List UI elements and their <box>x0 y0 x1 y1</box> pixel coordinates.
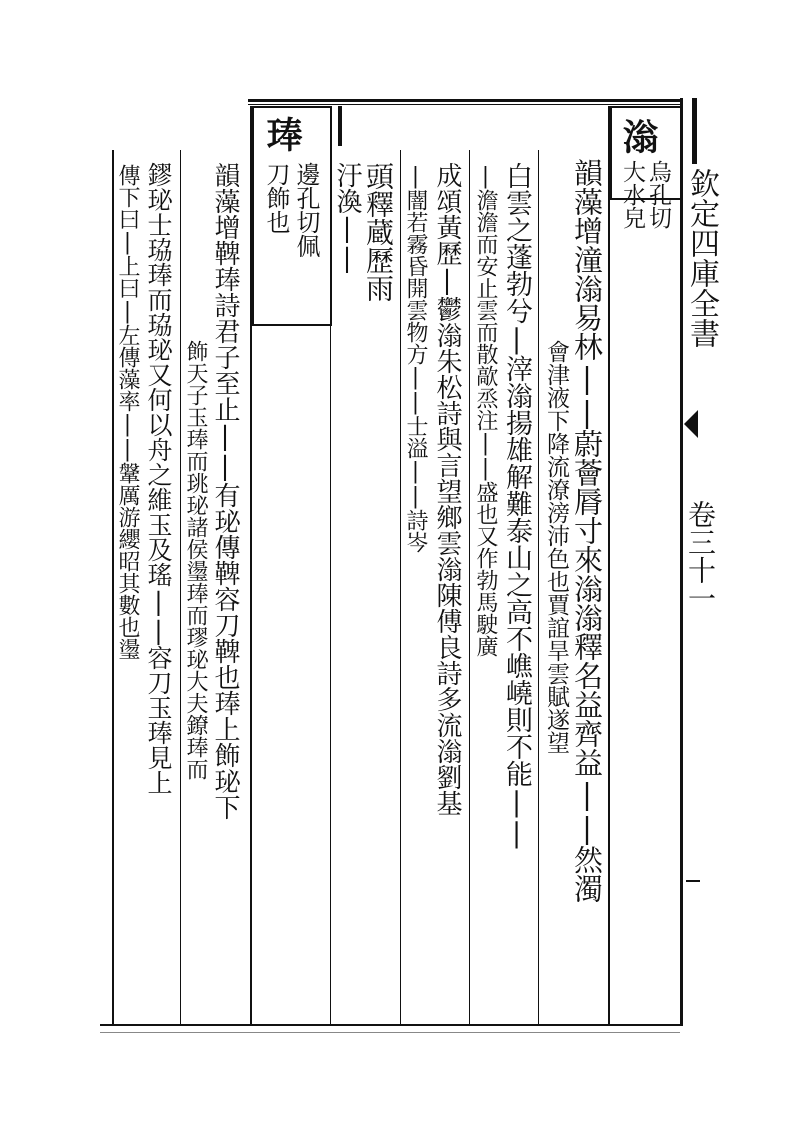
bottom-border-rule-dashed <box>100 1032 680 1033</box>
top-border-rule-thin <box>248 104 682 105</box>
headword-gloss-pronunciation: 邊孔切佩 <box>292 162 320 258</box>
text-column-note: 傳下曰|上曰|左傳藻率||鞶厲游纓昭其數也璗 <box>115 164 140 660</box>
text-column: 鏐珌士珕琫而珕珌又何以舟之維玉及瑤||容刀玉琫見上 <box>144 162 173 795</box>
column-divider <box>250 106 252 1026</box>
headword-gloss-pronunciation: 烏孔切 <box>645 160 671 229</box>
text-column-note: |澹澹而安止雲而散歊烝注||盛也又作勃馬駛廣 <box>473 164 498 657</box>
box-side-mark <box>338 106 342 146</box>
text-column-note: 會津液下降流潦滂沛色也賈誼旱雲賦遂望 <box>543 340 569 754</box>
fish-tail-mark <box>684 410 698 438</box>
text-column: 韻藻增潼滃易林||蔚薈脣寸來滃滃釋名益齊益||然濁 <box>570 158 604 903</box>
headword-gloss-meaning: 刀飾也 <box>262 162 290 234</box>
book-title: 欽定四庫全書 <box>684 168 719 348</box>
column-divider <box>469 150 470 1026</box>
margin-rule-left <box>680 98 683 1026</box>
headword: 滃 <box>617 118 659 154</box>
column-divider <box>400 150 401 1026</box>
column-divider <box>538 150 539 1026</box>
text-column: 白雲之蓬勃兮|滓滃揚雄解難泰山之高不嶕嶢則不能|| <box>501 162 532 849</box>
column-divider <box>112 150 114 1026</box>
text-column: 韻藻增鞞琫詩君子至止||有珌傳鞞容刀鞞也琫上飾珌下 <box>210 162 240 820</box>
volume-number: 卷三十一 <box>684 500 717 612</box>
headword-gloss-meaning: 大水皃 <box>619 160 645 229</box>
text-column-note: 飾天子玉琫而珧珌諸侯璗琫而璆珌大夫鐐琫而 <box>183 340 208 780</box>
margin-rule-right <box>692 98 697 164</box>
bottom-border-rule <box>100 1024 680 1026</box>
text-column-note: |闇若霧昏開雲物方||士溢||詩岑 <box>403 164 428 553</box>
headword: 琫 <box>261 116 303 152</box>
text-column: 成頌黃歷|鬱滃朱松詩與言望鄉雲滃陳傅良詩多流滃劉基 <box>432 162 462 816</box>
text-column: 頭釋蔵歷雨 <box>362 162 395 302</box>
column-divider <box>608 106 610 1026</box>
margin-dash <box>686 880 700 882</box>
text-column: 汙渙|| <box>332 162 362 274</box>
top-border-rule <box>248 99 682 102</box>
column-divider <box>180 150 181 1026</box>
